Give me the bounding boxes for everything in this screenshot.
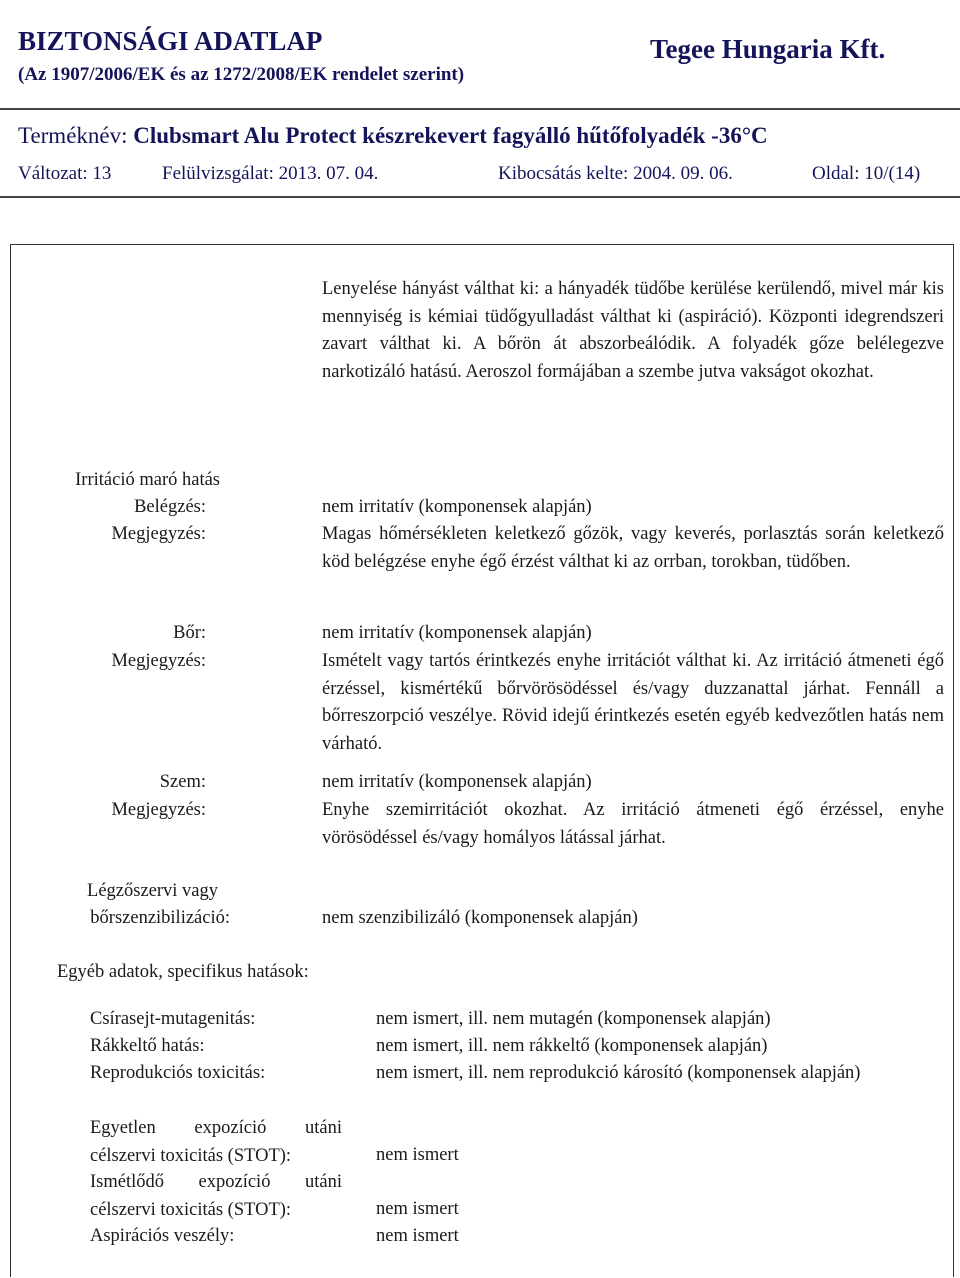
company-name: Tegee Hungaria Kft. — [650, 34, 886, 64]
aspiration-label: Aspirációs veszély: — [90, 1226, 235, 1246]
document-title: BIZTONSÁGI ADATLAP — [18, 26, 323, 56]
inhalation-note: Magas hőmérsékleten keletkező gőzök, vagy keverés, porlasztás során keletkező köd belégzése enyhe égő érzést válthat ki az orrban, torokban, tüdőben. — [322, 524, 944, 572]
skin-note-label: Megjegyzés: — [111, 651, 206, 671]
reproductive-label: Reprodukciós toxicitás: — [90, 1063, 266, 1083]
stot-single-value: nem ismert — [376, 1145, 459, 1165]
inhalation-label: Belégzés: — [134, 497, 206, 517]
eye-note: Enyhe szemirritációt okozhat. Az irritáció átmeneti égő érzéssel, enyhe vörösödéssel és/vagy homályos látással járhat. — [322, 800, 944, 848]
other-heading: Egyéb adatok, specifikus hatások: — [57, 962, 309, 982]
page-number: Oldal: 10/(14) — [812, 163, 921, 184]
product-name: Clubsmart Alu Protect készrekevert fagyálló hűtőfolyadék -36°C — [133, 123, 768, 148]
eye-value: nem irritatív (komponensek alapján) — [322, 772, 592, 792]
sensitization-label-line2: bőrszenzibilizáció: — [90, 908, 230, 928]
carcinogenicity-value: nem ismert, ill. nem rákkeltő (komponensek alapján) — [376, 1036, 768, 1056]
skin-value: nem irritatív (komponensek alapján) — [322, 623, 592, 643]
skin-note: Ismételt vagy tartós érintkezés enyhe irritációt válthat ki. Az irritáció átmeneti égő érzéssel, kismértékű bőrvörösödéssel és/vagy duzzanattal járhat. Fennáll a bőrreszorpció veszélye. Rövid idejű érintkezés esetén egyéb kedvezőtlen hatás nem várható. — [322, 651, 944, 754]
inhalation-note-label: Megjegyzés: — [111, 524, 206, 544]
document-subtitle: (Az 1907/2006/EK és az 1272/2008/EK rendelet szerint) — [18, 64, 465, 85]
eye-note-label: Megjegyzés: — [111, 800, 206, 820]
ingestion-text: Lenyelése hányást válthat ki: a hányadék tüdőbe kerülése kerülendő, mivel már kis mennyiség is kémiai tüdőgyulladást válthat ki (aspiráció). Központi idegrendszeri zavart válthat ki. A bőrön át abszorbeálódik. A folyadék gőze belélegezve narkotizáló hatású. Aeroszol formájában a szembe jutva vakságot okozhat. — [322, 279, 944, 382]
reproductive-value: nem ismert, ill. nem reprodukció károsító (komponensek alapján) — [376, 1063, 861, 1083]
stot-single-label: Egyetlen expozíció utáni célszervi toxicitás (STOT): — [90, 1118, 342, 1166]
header-bottom-divider — [0, 196, 960, 198]
inhalation-value: nem irritatív (komponensek alapján) — [322, 497, 592, 517]
mutagenicity-value: nem ismert, ill. nem mutagén (komponensek alapján) — [376, 1009, 771, 1029]
stot-repeated-value: nem ismert — [376, 1199, 459, 1219]
sensitization-label-line1: Légzőszervi vagy — [87, 881, 218, 901]
carcinogenicity-label: Rákkeltő hatás: — [90, 1036, 205, 1056]
product-line — [18, 123, 768, 149]
sensitization-value: nem szenzibilizáló (komponensek alapján) — [322, 908, 638, 928]
version: Változat: 13 — [18, 163, 112, 184]
header-divider — [0, 108, 960, 110]
revision-date: Felülvizsgálat: 2013. 07. 04. — [162, 163, 379, 184]
issue-date: Kibocsátás kelte: 2004. 09. 06. — [498, 163, 733, 184]
eye-label: Szem: — [159, 772, 206, 792]
aspiration-value: nem ismert — [376, 1226, 459, 1246]
product-label: Terméknév: — [18, 123, 128, 148]
skin-label: Bőr: — [173, 623, 206, 643]
stot-repeated-label: Ismétlődő expozíció utáni célszervi toxicitás (STOT): — [90, 1172, 342, 1220]
mutagenicity-label: Csírasejt-mutagenitás: — [90, 1009, 256, 1029]
irritation-heading: Irritáció maró hatás — [75, 470, 220, 490]
